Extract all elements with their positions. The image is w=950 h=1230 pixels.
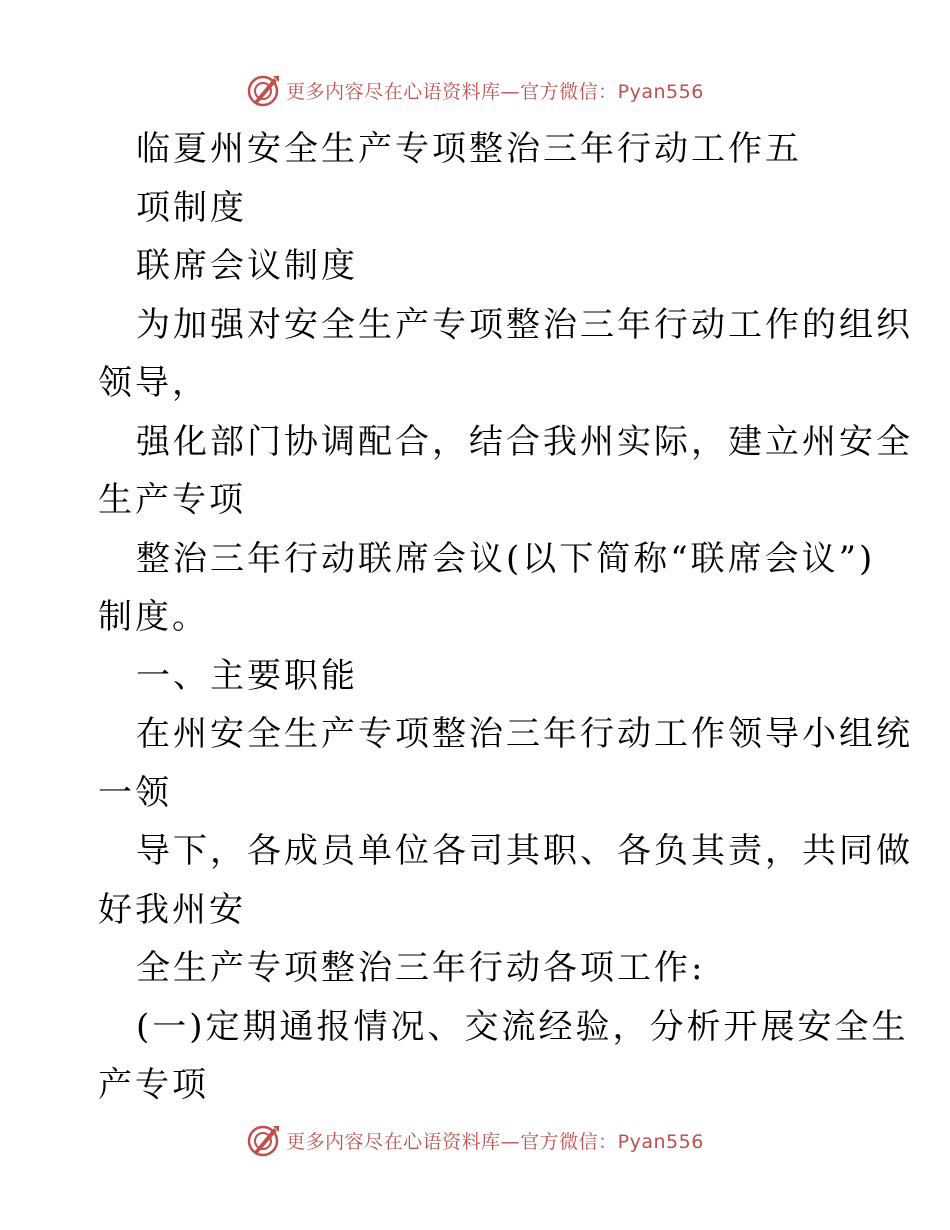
text-line: 整治三年行动联席会议(以下简称“联席会议”) [136, 538, 876, 579]
text-line: 好我州安 [98, 889, 246, 930]
footer-watermark [0, 1120, 950, 1160]
text-line: 导下，各成员单位各司其职、各负其责，共同做 [136, 831, 913, 871]
text-line: 项制度 [136, 187, 247, 228]
watermark-text: 更多内容尽在心语资料库—官方微信：Pyan556 [286, 1130, 704, 1153]
text-line: 在州安全生产专项整治三年行动工作领导小组统 [136, 714, 913, 754]
header-watermark [0, 70, 950, 110]
text-line: 生产专项 [98, 480, 246, 520]
document-body [98, 120, 913, 1115]
text-line: 联席会议制度 [136, 246, 358, 286]
text-line: 一领 [98, 772, 172, 813]
text-line: 产专项 [98, 1065, 209, 1105]
text-line: 制度。 [98, 597, 209, 637]
quill-logo-icon [246, 1122, 282, 1158]
text-line: 一、主要职能 [136, 655, 358, 696]
text-line: (一)定期通报情况、交流经验，分析开展安全生 [136, 1006, 909, 1047]
text-line: 临夏州安全生产专项整治三年行动工作五 [136, 129, 802, 169]
quill-logo-icon [246, 72, 282, 108]
text-line: 为加强对安全生产专项整治三年行动工作的组织 [136, 304, 913, 345]
text-line: 全生产专项整治三年行动各项工作: [136, 948, 706, 988]
text-line: 强化部门协调配合，结合我州实际，建立州安全 [136, 421, 913, 462]
text-line: 领导， [98, 363, 209, 403]
watermark-text: 更多内容尽在心语资料库—官方微信：Pyan556 [286, 80, 704, 103]
